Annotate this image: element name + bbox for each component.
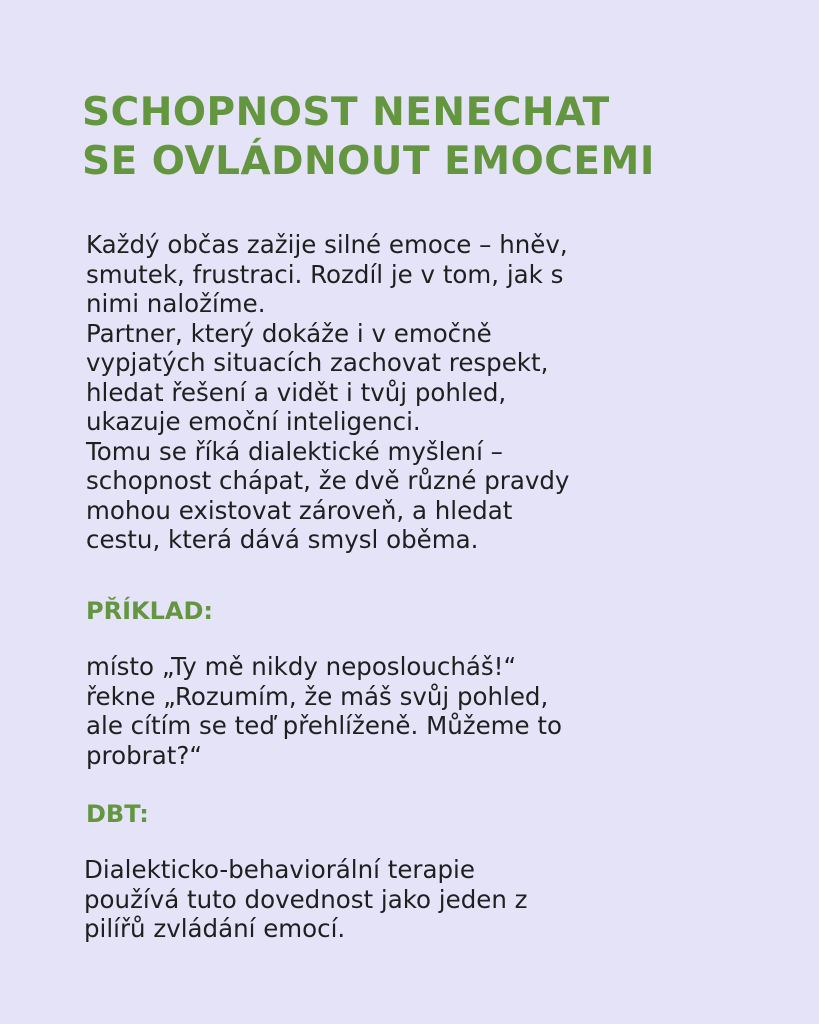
text-line: ale cítím se teď přehlíženě. Můžeme to — [86, 711, 563, 740]
text-line: schopnost chápat, že dvě různé pravdy — [86, 466, 570, 495]
example-heading: PŘÍKLAD: — [86, 597, 213, 625]
intro-paragraph — [86, 230, 569, 555]
text-line: hledat řešení a vidět i tvůj pohled, — [86, 377, 507, 407]
dbt-paragraph — [84, 855, 528, 944]
example-paragraph — [86, 652, 562, 770]
text-line: vypjatých situacích zachovat respekt, — [86, 348, 549, 377]
text-line: Partner, který dokáže i v emočně — [86, 318, 492, 348]
page-title — [82, 88, 655, 186]
title-line: SCHOPNOST NENECHAT — [82, 90, 610, 135]
text-line: pilířů zvládání emocí. — [84, 914, 346, 943]
title-line: SE OVLÁDNOUT EMOCEMI — [82, 139, 655, 184]
text-line: Tomu se říká dialektické myšlení – — [86, 436, 503, 466]
text-line: místo „Ty mě nikdy neposloucháš!“ — [86, 652, 517, 681]
text-line: Dialekticko-behaviorální terapie — [84, 855, 475, 884]
text-line: řekne „Rozumím, že máš svůj pohled, — [86, 681, 549, 711]
text-line: cestu, která dává smysl oběma. — [86, 525, 479, 554]
text-line: mohou existovat zároveň, a hledat — [86, 495, 513, 525]
text-line: používá tuto dovednost jako jeden z — [84, 884, 528, 914]
dbt-heading: DBT: — [86, 800, 149, 828]
text-line: ukazuje emoční inteligenci. — [86, 407, 421, 436]
text-line: probrat?“ — [86, 740, 203, 770]
text-line: Každý občas zažije silné emoce – hněv, — [86, 230, 568, 259]
text-line: nimi naložíme. — [86, 289, 266, 318]
text-line: smutek, frustraci. Rozdíl je v tom, jak s — [86, 259, 564, 289]
